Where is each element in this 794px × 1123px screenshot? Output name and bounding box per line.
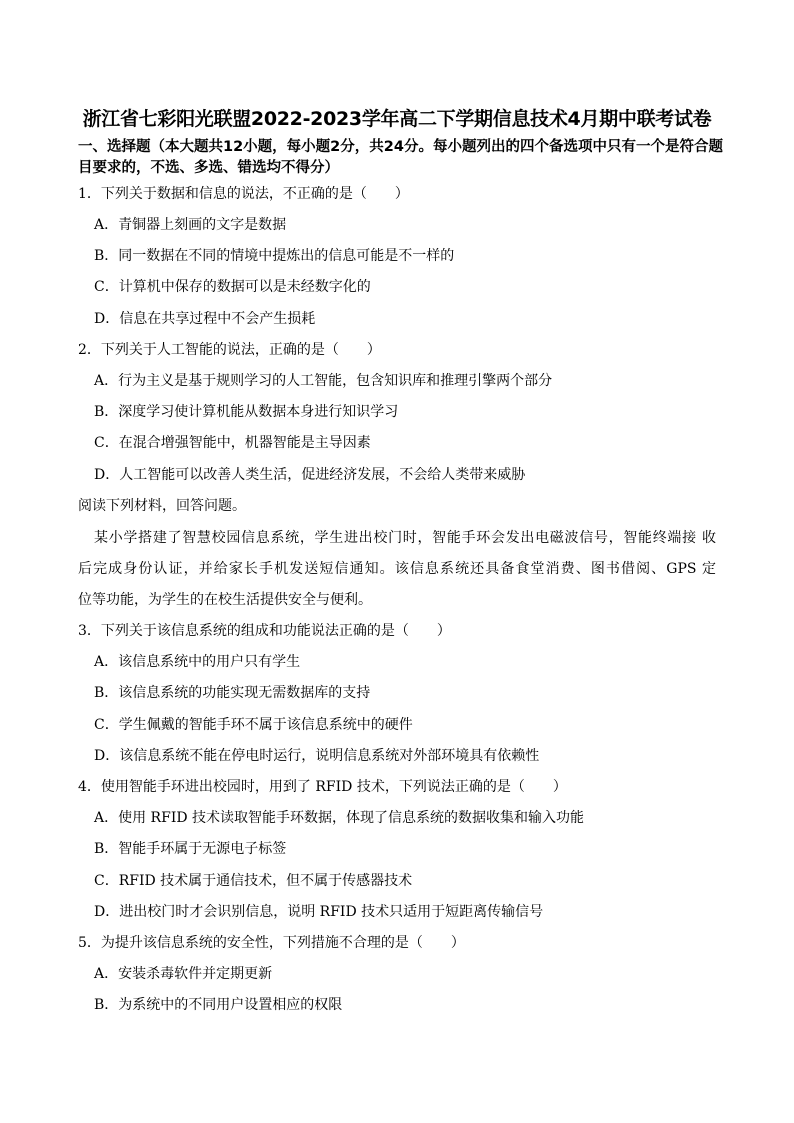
question-4-stem: 4．使用智能手环进出校园时，用到了 RFID 技术，下列说法正确的是（ ） — [78, 779, 567, 795]
question-4-option-a: A．使用 RFID 技术读取智能手环数据，体现了信息系统的数据收集和输入功能 — [94, 810, 585, 826]
question-4-option-c: C．RFID 技术属于通信技术，但不属于传感器技术 — [94, 873, 413, 889]
question-2-option-c: C．在混合增强智能中，机器智能是主导因素 — [94, 435, 371, 451]
question-3-option-c: C．学生佩戴的智能手环不属于该信息系统中的硬件 — [94, 717, 413, 733]
question-5-option-b: B．为系统中的不同用户设置相应的权限 — [94, 997, 343, 1013]
material-line-3: 位等功能，为学生的在校生活提供安全与便利。 — [78, 592, 372, 608]
question-5-stem: 5．为提升该信息系统的安全性，下列措施不合理的是（ ） — [78, 935, 465, 951]
question-1-option-c: C．计算机中保存的数据可以是未经数字化的 — [94, 279, 371, 295]
material-intro: 阅读下列材料，回答问题。 — [78, 498, 246, 514]
question-2-option-d: D．人工智能可以改善人类生活，促进经济发展，不会给人类带来威胁 — [94, 467, 526, 483]
question-1-option-d: D．信息在共享过程中不会产生损耗 — [94, 311, 316, 327]
question-4-option-d: D．进出校门时才会识别信息，说明 RFID 技术只适用于短距离传输信号 — [94, 904, 544, 920]
question-3-option-d: D．该信息系统不能在停电时运行，说明信息系统对外部环境具有依赖性 — [94, 748, 540, 764]
question-2-option-a: A．行为主义是基于规则学习的人工智能，包含知识库和推理引擎两个部分 — [94, 373, 553, 389]
exam-title: 浙江省七彩阳光联盟2022-2023学年高二下学期信息技术4月期中联考试卷 — [82, 108, 712, 130]
material-line-1: 某小学搭建了智慧校园信息系统，学生进出校门时，智能手环会发出电磁波信号，智能终端接 收 — [94, 530, 716, 546]
question-4-option-b: B．智能手环属于无源电子标签 — [94, 841, 287, 857]
question-2-option-b: B．深度学习使计算机能从数据本身进行知识学习 — [94, 404, 399, 420]
question-1-option-b: B．同一数据在不同的情境中提炼出的信息可能是不一样的 — [94, 248, 455, 264]
question-3-stem: 3．下列关于该信息系统的组成和功能说法正确的是（ ） — [78, 623, 451, 639]
question-5-option-a: A．安装杀毒软件并定期更新 — [94, 966, 273, 982]
question-1-stem: 1．下列关于数据和信息的说法，不正确的是（ ） — [78, 186, 409, 202]
question-3-option-a: A．该信息系统中的用户只有学生 — [94, 654, 301, 670]
question-1-option-a: A．青铜器上刻画的文字是数据 — [94, 217, 287, 233]
question-3-option-b: B．该信息系统的功能实现无需数据库的支持 — [94, 685, 371, 701]
question-2-stem: 2．下列关于人工智能的说法，正确的是（ ） — [78, 342, 381, 358]
material-line-2: 后完成身份认证，并给家长手机发送短信通知。该信息系统还具备食堂消费、图书借阅、GPS 定 — [78, 561, 716, 577]
section-heading: 一、选择题（本大题共12小题，每小题2分，共24分。每小题列出的四个备选项中只有一个是符合题目要求的，不选、多选、错选均不得分） — [78, 139, 723, 176]
